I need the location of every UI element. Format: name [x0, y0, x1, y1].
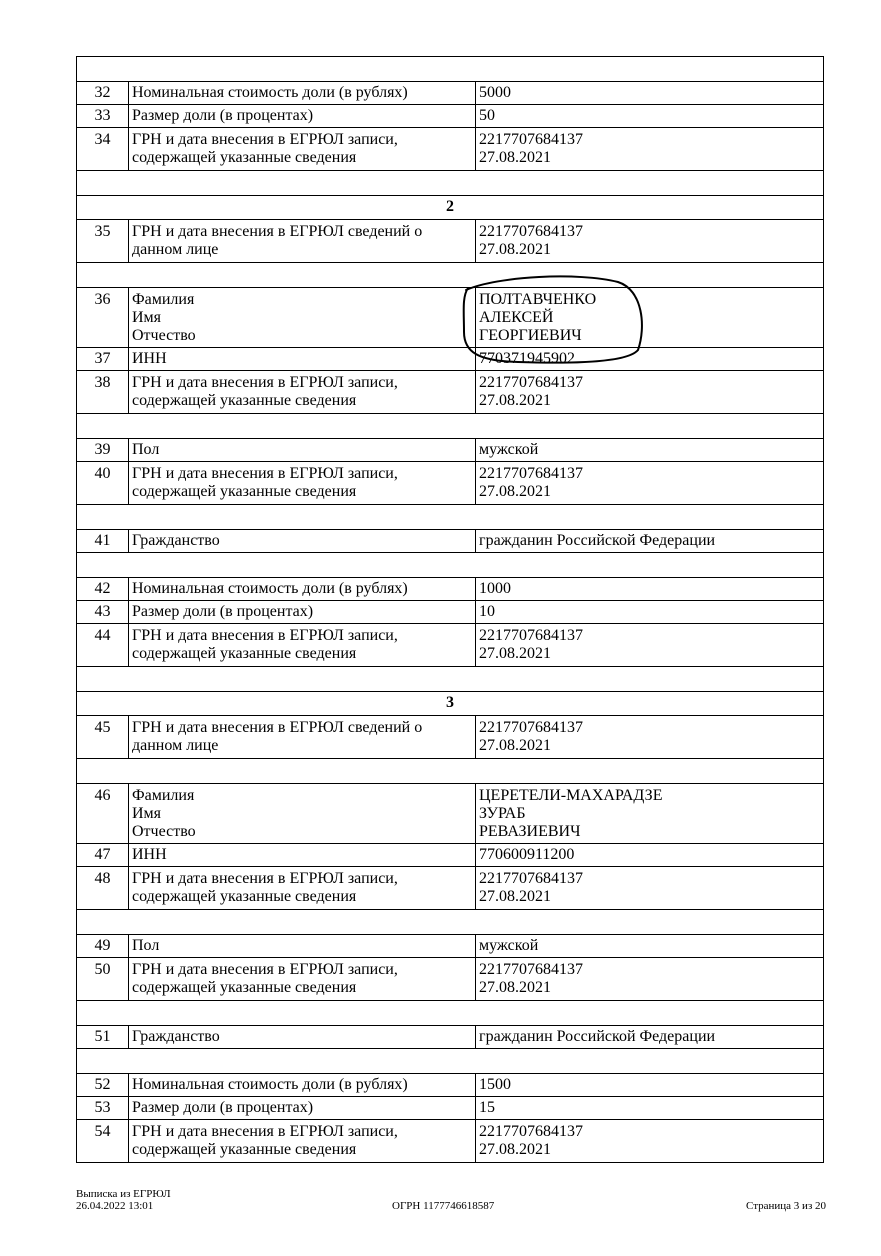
row-value: 2217707684137 27.08.2021	[476, 624, 824, 667]
row-label: Пол	[129, 935, 476, 958]
row-label: ГРН и дата внесения в ЕГРЮЛ записи, содержащей указанные сведения	[129, 371, 476, 414]
row-number: 48	[77, 867, 129, 910]
blank-separator-row	[77, 263, 824, 288]
blank-cell	[77, 57, 824, 82]
table-row	[77, 716, 824, 759]
row-value: гражданин Российской Федерации	[476, 1026, 824, 1049]
row-label: Номинальная стоимость доли (в рублях)	[129, 578, 476, 601]
table-row	[77, 844, 824, 867]
blank-cell	[77, 553, 824, 578]
row-label: Пол	[129, 439, 476, 462]
table-row	[77, 624, 824, 667]
section-header-row	[77, 196, 824, 220]
egrul-table	[76, 56, 824, 1163]
row-value: гражданин Российской Федерации	[476, 530, 824, 553]
table-row	[77, 128, 824, 171]
row-label: ИНН	[129, 844, 476, 867]
row-value: мужской	[476, 935, 824, 958]
row-number: 44	[77, 624, 129, 667]
row-value: 1500	[476, 1074, 824, 1097]
row-label: ГРН и дата внесения в ЕГРЮЛ записи, содержащей указанные сведения	[129, 624, 476, 667]
row-number: 47	[77, 844, 129, 867]
blank-cell	[77, 667, 824, 692]
row-value: 770600911200	[476, 844, 824, 867]
footer-doc-datetime: 26.04.2022 13:01	[76, 1200, 154, 1212]
row-label: Размер доли (в процентах)	[129, 105, 476, 128]
row-label: Гражданство	[129, 530, 476, 553]
row-value: 2217707684137 27.08.2021	[476, 716, 824, 759]
row-value: мужской	[476, 439, 824, 462]
blank-separator-row	[77, 553, 824, 578]
table-row	[77, 288, 824, 348]
row-value: 2217707684137 27.08.2021	[476, 867, 824, 910]
row-number: 37	[77, 348, 129, 371]
row-number: 33	[77, 105, 129, 128]
blank-cell	[77, 263, 824, 288]
row-value: 2217707684137 27.08.2021	[476, 128, 824, 171]
blank-separator-row	[77, 667, 824, 692]
row-label: ГРН и дата внесения в ЕГРЮЛ записи, содержащей указанные сведения	[129, 867, 476, 910]
row-label: ГРН и дата внесения в ЕГРЮЛ записи, содержащей указанные сведения	[129, 128, 476, 171]
blank-cell	[77, 171, 824, 196]
row-number: 32	[77, 82, 129, 105]
row-number: 51	[77, 1026, 129, 1049]
blank-separator-row	[77, 1049, 824, 1074]
blank-cell	[77, 505, 824, 530]
row-value: 10	[476, 601, 824, 624]
table-row	[77, 82, 824, 105]
blank-separator-row	[77, 1001, 824, 1026]
table-row	[77, 958, 824, 1001]
row-value: 1000	[476, 578, 824, 601]
blank-cell	[77, 414, 824, 439]
blank-cell	[77, 1049, 824, 1074]
section-number: 2	[77, 196, 824, 220]
table-row	[77, 935, 824, 958]
blank-cell	[77, 1001, 824, 1026]
section-header-row	[77, 692, 824, 716]
table-row	[77, 1074, 824, 1097]
row-number: 38	[77, 371, 129, 414]
table-row	[77, 348, 824, 371]
footer-doc-title: Выписка из ЕГРЮЛ	[76, 1188, 171, 1200]
row-number: 54	[77, 1120, 129, 1163]
row-value: 5000	[476, 82, 824, 105]
footer-ogrn: ОГРН 1177746618587	[392, 1200, 495, 1212]
row-label: Номинальная стоимость доли (в рублях)	[129, 1074, 476, 1097]
row-label: Фамилия Имя Отчество	[129, 288, 476, 348]
row-number: 34	[77, 128, 129, 171]
table-row	[77, 1097, 824, 1120]
row-label: ГРН и дата внесения в ЕГРЮЛ записи, содержащей указанные сведения	[129, 958, 476, 1001]
table-row	[77, 220, 824, 263]
row-value: 2217707684137 27.08.2021	[476, 220, 824, 263]
row-label: Размер доли (в процентах)	[129, 601, 476, 624]
egrul-table-body	[77, 57, 824, 1163]
section-number: 3	[77, 692, 824, 716]
row-value: 2217707684137 27.08.2021	[476, 1120, 824, 1163]
table-row	[77, 578, 824, 601]
row-number: 35	[77, 220, 129, 263]
blank-separator-row	[77, 910, 824, 935]
table-row	[77, 530, 824, 553]
table-row	[77, 439, 824, 462]
blank-separator-row	[77, 505, 824, 530]
blank-separator-row	[77, 171, 824, 196]
row-number: 50	[77, 958, 129, 1001]
table-row	[77, 462, 824, 505]
footer-page-number: Страница 3 из 20	[746, 1200, 827, 1212]
row-number: 53	[77, 1097, 129, 1120]
row-number: 45	[77, 716, 129, 759]
row-number: 46	[77, 784, 129, 844]
row-number: 42	[77, 578, 129, 601]
row-label: ГРН и дата внесения в ЕГРЮЛ записи, содержащей указанные сведения	[129, 1120, 476, 1163]
row-number: 43	[77, 601, 129, 624]
row-label: ГРН и дата внесения в ЕГРЮЛ сведений о данном лице	[129, 716, 476, 759]
table-row	[77, 371, 824, 414]
table-row	[77, 1120, 824, 1163]
blank-cell	[77, 910, 824, 935]
row-number: 39	[77, 439, 129, 462]
row-value: 770371945902	[476, 348, 824, 371]
row-value: 2217707684137 27.08.2021	[476, 462, 824, 505]
blank-cell	[77, 759, 824, 784]
table-row	[77, 784, 824, 844]
row-label: ГРН и дата внесения в ЕГРЮЛ сведений о данном лице	[129, 220, 476, 263]
table-row	[77, 867, 824, 910]
row-label: Размер доли (в процентах)	[129, 1097, 476, 1120]
row-number: 41	[77, 530, 129, 553]
table-row	[77, 1026, 824, 1049]
row-value: ПОЛТАВЧЕНКО АЛЕКСЕЙ ГЕОРГИЕВИЧ	[476, 288, 824, 348]
row-label: ГРН и дата внесения в ЕГРЮЛ записи, содержащей указанные сведения	[129, 462, 476, 505]
row-value: 2217707684137 27.08.2021	[476, 958, 824, 1001]
table-row	[77, 105, 824, 128]
blank-separator-row	[77, 414, 824, 439]
row-value: 15	[476, 1097, 824, 1120]
row-label: ИНН	[129, 348, 476, 371]
blank-separator-row	[77, 57, 824, 82]
row-value: ЦЕРЕТЕЛИ-МАХАРАДЗЕ ЗУРАБ РЕВАЗИЕВИЧ	[476, 784, 824, 844]
row-value: 50	[476, 105, 824, 128]
row-label: Фамилия Имя Отчество	[129, 784, 476, 844]
footer-left	[76, 1188, 171, 1212]
row-number: 52	[77, 1074, 129, 1097]
blank-separator-row	[77, 759, 824, 784]
table-row	[77, 601, 824, 624]
row-label: Гражданство	[129, 1026, 476, 1049]
row-label: Номинальная стоимость доли (в рублях)	[129, 82, 476, 105]
row-number: 36	[77, 288, 129, 348]
row-number: 49	[77, 935, 129, 958]
row-number: 40	[77, 462, 129, 505]
row-value: 2217707684137 27.08.2021	[476, 371, 824, 414]
